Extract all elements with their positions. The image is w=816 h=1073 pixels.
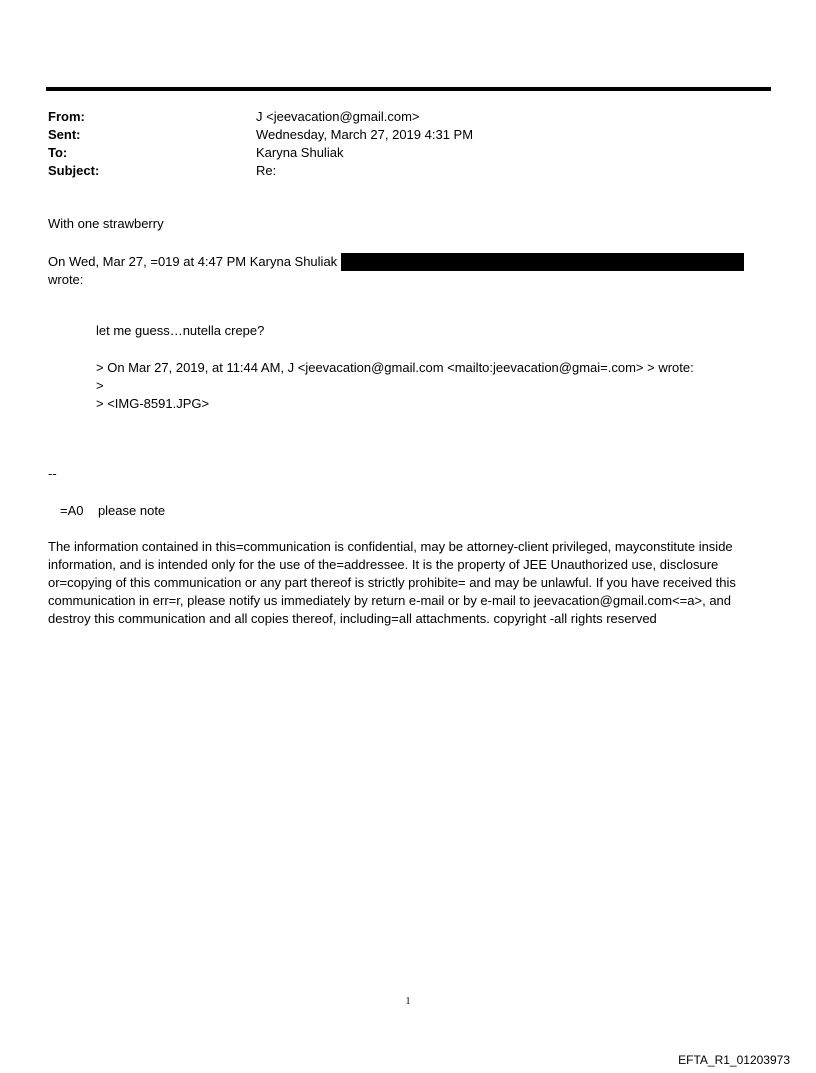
message-line: With one strawberry (48, 216, 164, 231)
signature-dash: -- (48, 466, 57, 481)
redaction-box (341, 253, 744, 271)
header-rule (46, 87, 771, 91)
quote-intro (48, 253, 763, 289)
quoted-line: > (96, 378, 104, 393)
from-row (48, 108, 748, 126)
from-label: From: (48, 109, 85, 124)
subject-row (48, 162, 748, 180)
disclaimer-text: The information contained in this=communication is confidential, may be attorney-client privileged, mayconstitute inside information, and is intended only for the use of the=addressee. It is the property of JEE Unauthorized use, disclosure or=copying of this communication or any part thereof is strictly prohibite= and may be unlawful. If you have received this communication in err=r, please notify us immediately by return e-mail or by e-mail to jeevacation@gmail.com<=a>, and destroy this communication and all copies thereof, including=all attachments. copyright -all rights reserved (48, 539, 736, 626)
sent-value: Wednesday, March 27, 2019 4:31 PM (256, 127, 474, 142)
sent-label: Sent: (48, 127, 81, 142)
email-header (48, 108, 748, 180)
subject-value: Re: (256, 163, 277, 178)
to-value: Karyna Shuliak (256, 145, 344, 160)
quoted-line: > <IMG-8591.JPG> (96, 396, 210, 411)
page-number: 1 (405, 996, 411, 1007)
quoted-line: > On Mar 27, 2019, at 11:44 AM, J <jeevacation@gmail.com <mailto:jeevacation@gmai=.com> > wrote: (96, 360, 694, 375)
from-value: J <jeevacation@gmail.com> (256, 109, 420, 124)
bates-number: EFTA_R1_01203973 (678, 1053, 790, 1067)
reply-line: let me guess…nutella crepe? (96, 323, 265, 338)
to-row (48, 144, 748, 162)
subject-label: Subject: (48, 163, 100, 178)
quote-intro-tail: wrote: (48, 272, 84, 287)
signature-note: =A0 please note (60, 503, 166, 518)
sent-row (48, 126, 748, 144)
to-label: To: (48, 145, 68, 160)
quote-intro-text: On Wed, Mar 27, =019 at 4:47 PM Karyna Shuliak (48, 254, 338, 269)
